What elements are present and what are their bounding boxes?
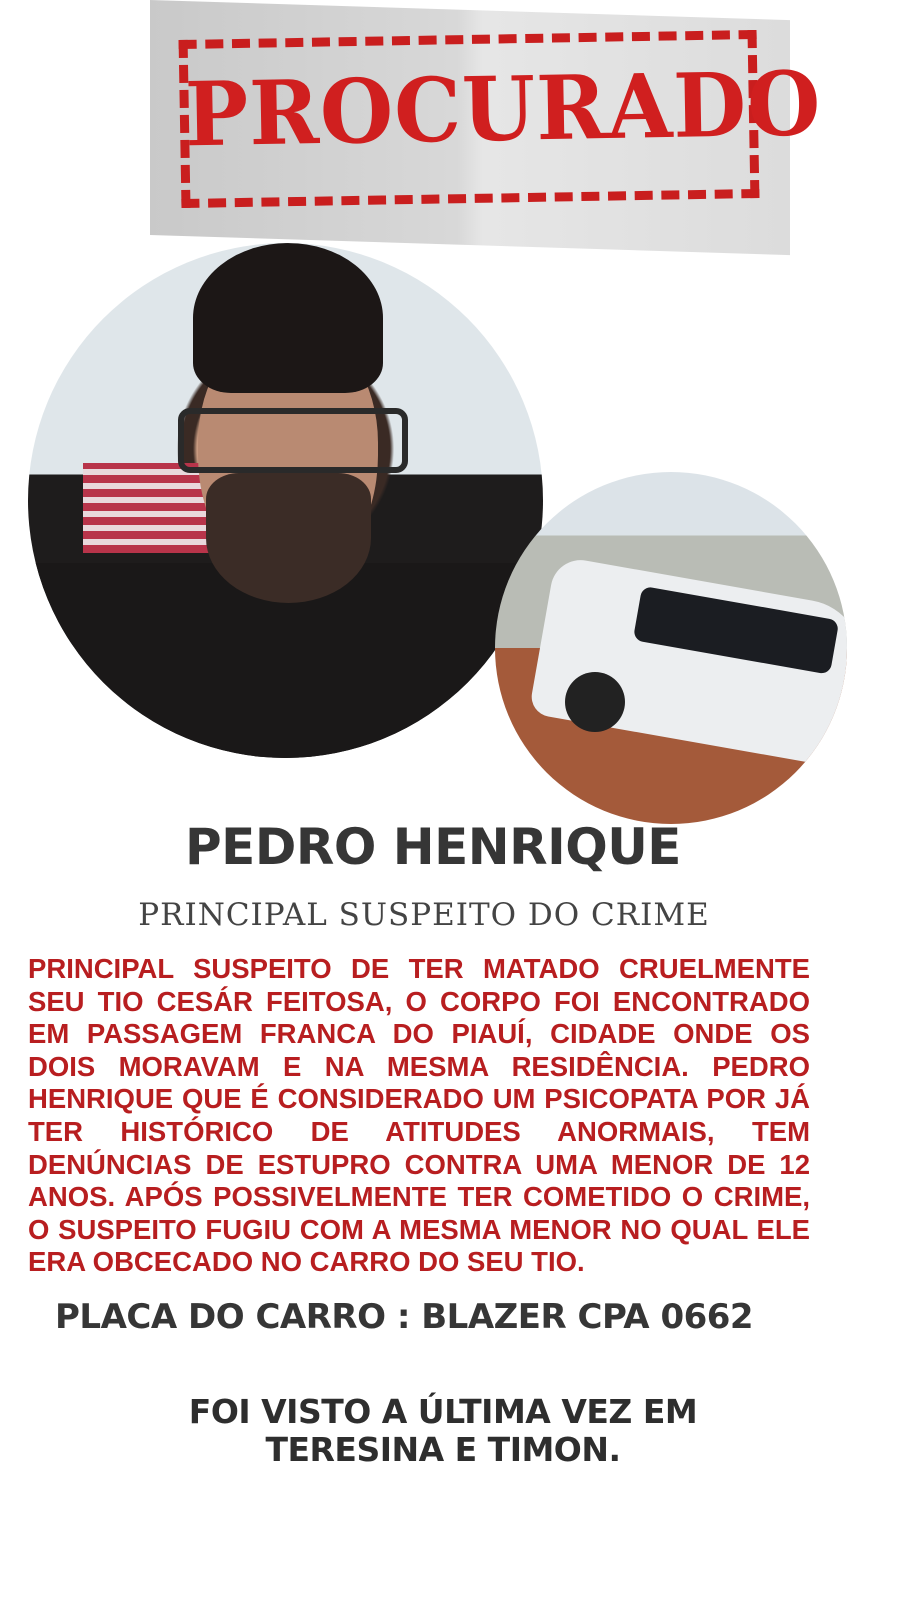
last-seen-line1: FOI VISTO A ÚLTIMA VEZ EM bbox=[188, 1392, 698, 1431]
suspect-name: PEDRO HENRIQUE bbox=[185, 818, 681, 876]
wanted-stamp: PROCURADO bbox=[184, 51, 823, 167]
last-seen bbox=[0, 1393, 886, 1469]
suspect-subtitle: PRINCIPAL SUSPEITO DO CRIME bbox=[138, 897, 710, 933]
car-plate: PLACA DO CARRO : BLAZER CPA 0662 bbox=[55, 1297, 754, 1337]
last-seen-line2: TERESINA E TIMON. bbox=[265, 1430, 621, 1469]
car-photo bbox=[495, 472, 847, 824]
suspect-photo bbox=[28, 243, 543, 758]
crime-description: PRINCIPAL SUSPEITO DE TER MATADO CRUELMENTE SEU TIO CESÁR FEITOSA, O CORPO FOI ENCONTRADO EM PASSAGEM FRANCA DO PIAUÍ, CIDADE ONDE OS DOIS MORAVAM E NA MESMA RESIDÊNCIA. PEDRO HENRIQUE QUE É CONSIDERADO UM PSICOPATA POR JÁ TER HISTÓRICO DE ATITUDES ANORMAIS, TEM DENÚNCIAS DE ESTUPRO CONTRA UMA MENOR DE 12 ANOS. APÓS POSSIVELMENTE TER COMETIDO O CRIME, O SUSPEITO FUGIU COM A MESMA MENOR NO QUAL ELE ERA OBCECADO NO CARRO DO SEU TIO. bbox=[28, 953, 810, 1278]
